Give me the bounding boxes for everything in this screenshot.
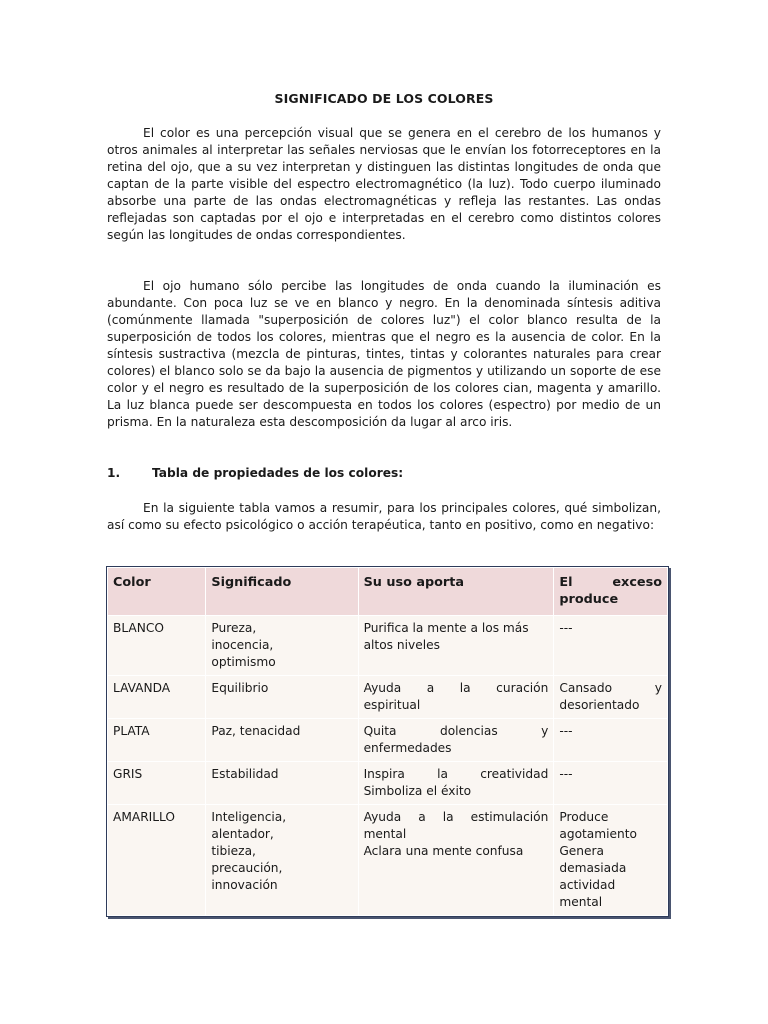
cell-uso [358, 805, 554, 916]
cell-uso [358, 616, 554, 676]
cell-uso-line: espiritual [363, 698, 421, 712]
intro-paragraph: El color es una percepción visual que se genera en el cerebro de los humanos y otros animales al interpretar las señales nerviosas que le envían los fotorreceptores en la retina del ojo, que a su vez interpretan y distinguen las distintas longitudes de onda que captan de la parte visible del espectro electromagnético (la luz). Todo cuerpo iluminado absorbe una parte de las ondas electromagnéticas y refleja las restantes. Las ondas reflejadas son captadas por el ojo e interpretadas en el cerebro como distintos colores según las longitudes de ondas correspondientes. [107, 126, 661, 242]
cell-color: LAVANDA [108, 676, 206, 719]
cell-color: GRIS [108, 762, 206, 805]
cell-exceso-line: Cansado y [559, 681, 662, 695]
cell-significado [206, 762, 358, 805]
cell-exceso-line: mental [559, 895, 603, 909]
table-body [108, 616, 668, 916]
header-color: Color [108, 568, 206, 616]
cell-significado-line: tibieza, [211, 844, 256, 858]
section-heading [107, 466, 661, 480]
cell-exceso [554, 762, 668, 805]
cell-uso-line: altos niveles [363, 638, 440, 652]
cell-significado-line: inocencia, [211, 638, 274, 652]
cell-exceso [554, 719, 668, 762]
cell-uso-line: Quita dolencias y [363, 724, 549, 738]
cell-uso-line: Inspira la creatividad [363, 767, 549, 781]
cell-exceso-line: Genera [559, 844, 605, 858]
cell-uso [358, 719, 554, 762]
cell-exceso-line: actividad [559, 878, 616, 892]
cell-uso-line: Simboliza el éxito [363, 784, 472, 798]
cell-exceso-line: --- [559, 767, 573, 781]
cell-exceso [554, 616, 668, 676]
cell-exceso-line: --- [559, 621, 573, 635]
cell-significado-line: precaución, [211, 861, 283, 875]
cell-uso-line: Purifica la mente a los más [363, 621, 529, 635]
cell-significado-line: Inteligencia, [211, 810, 287, 824]
cell-uso [358, 676, 554, 719]
cell-exceso-line: Produce [559, 810, 609, 824]
cell-significado [206, 719, 358, 762]
table-row [108, 762, 668, 805]
cell-significado-line: alentador, [211, 827, 274, 841]
cell-exceso-line: agotamiento [559, 827, 637, 841]
table-intro-paragraph: En la siguiente tabla vamos a resumir, para los principales colores, qué simbolizan, así como su efecto psicológico o acción terapéutica, tanto en positivo, como en negativo: [107, 501, 661, 532]
cell-uso [358, 762, 554, 805]
cell-significado-line: Equilibrio [211, 681, 269, 695]
color-properties-table [107, 567, 668, 916]
document-title: SIGNIFICADO DE LOS COLORES [274, 91, 494, 106]
cell-significado [206, 676, 358, 719]
perception-paragraph: El ojo humano sólo percibe las longitudes de onda cuando la iluminación es abundante. Con poca luz se ve en blanco y negro. En la denominada síntesis aditiva (comúnmente llamada "superposición de colores luz") el color blanco resulta de la superposición de todos los colores, mientras que el negro es la ausencia de color. En la síntesis sustractiva (mezcla de pinturas, tintes, tintas y colorantes naturales para crear colores) el blanco solo se da bajo la ausencia de pigmentos y utilizando un soporte de ese color y el negro es resultado de la superposición de los colores cian, magenta y amarillo. La luz blanca puede ser descompuesta en todos los colores (espectro) por medio de un prisma. En la naturaleza esta descomposición da lugar al arco iris. [107, 279, 661, 429]
cell-significado-line: innovación [211, 878, 278, 892]
cell-uso-line: enfermedades [363, 741, 452, 755]
header-exceso-line: El exceso [559, 575, 662, 590]
cell-uso-line: Aclara una mente confusa [363, 844, 524, 858]
cell-uso-line: Ayuda a la estimulación [363, 810, 549, 824]
color-properties-table-frame [106, 566, 669, 917]
cell-exceso-line: desorientado [559, 698, 640, 712]
section-title: Tabla de propiedades de los colores: [152, 466, 404, 480]
header-significado: Significado [206, 568, 358, 616]
cell-exceso-line: demasiada [559, 861, 627, 875]
table-row [108, 676, 668, 719]
table-row [108, 805, 668, 916]
cell-significado-line: optimismo [211, 655, 276, 669]
header-uso: Su uso aporta [358, 568, 554, 616]
header-exceso [554, 568, 668, 616]
cell-exceso [554, 676, 668, 719]
section-number: 1. [107, 466, 121, 480]
table-header-row [108, 568, 668, 616]
table-row [108, 719, 668, 762]
cell-significado-line: Paz, tenacidad [211, 724, 301, 738]
cell-color: BLANCO [108, 616, 206, 676]
cell-significado [206, 616, 358, 676]
cell-color: PLATA [108, 719, 206, 762]
cell-significado [206, 805, 358, 916]
table-row [108, 616, 668, 676]
cell-significado-line: Pureza, [211, 621, 257, 635]
cell-exceso [554, 805, 668, 916]
cell-exceso-line: --- [559, 724, 573, 738]
cell-uso-line: Ayuda a la curación [363, 681, 549, 695]
cell-uso-line: mental [363, 827, 407, 841]
cell-color: AMARILLO [108, 805, 206, 916]
cell-significado-line: Estabilidad [211, 767, 279, 781]
header-exceso-line: produce [559, 592, 619, 607]
